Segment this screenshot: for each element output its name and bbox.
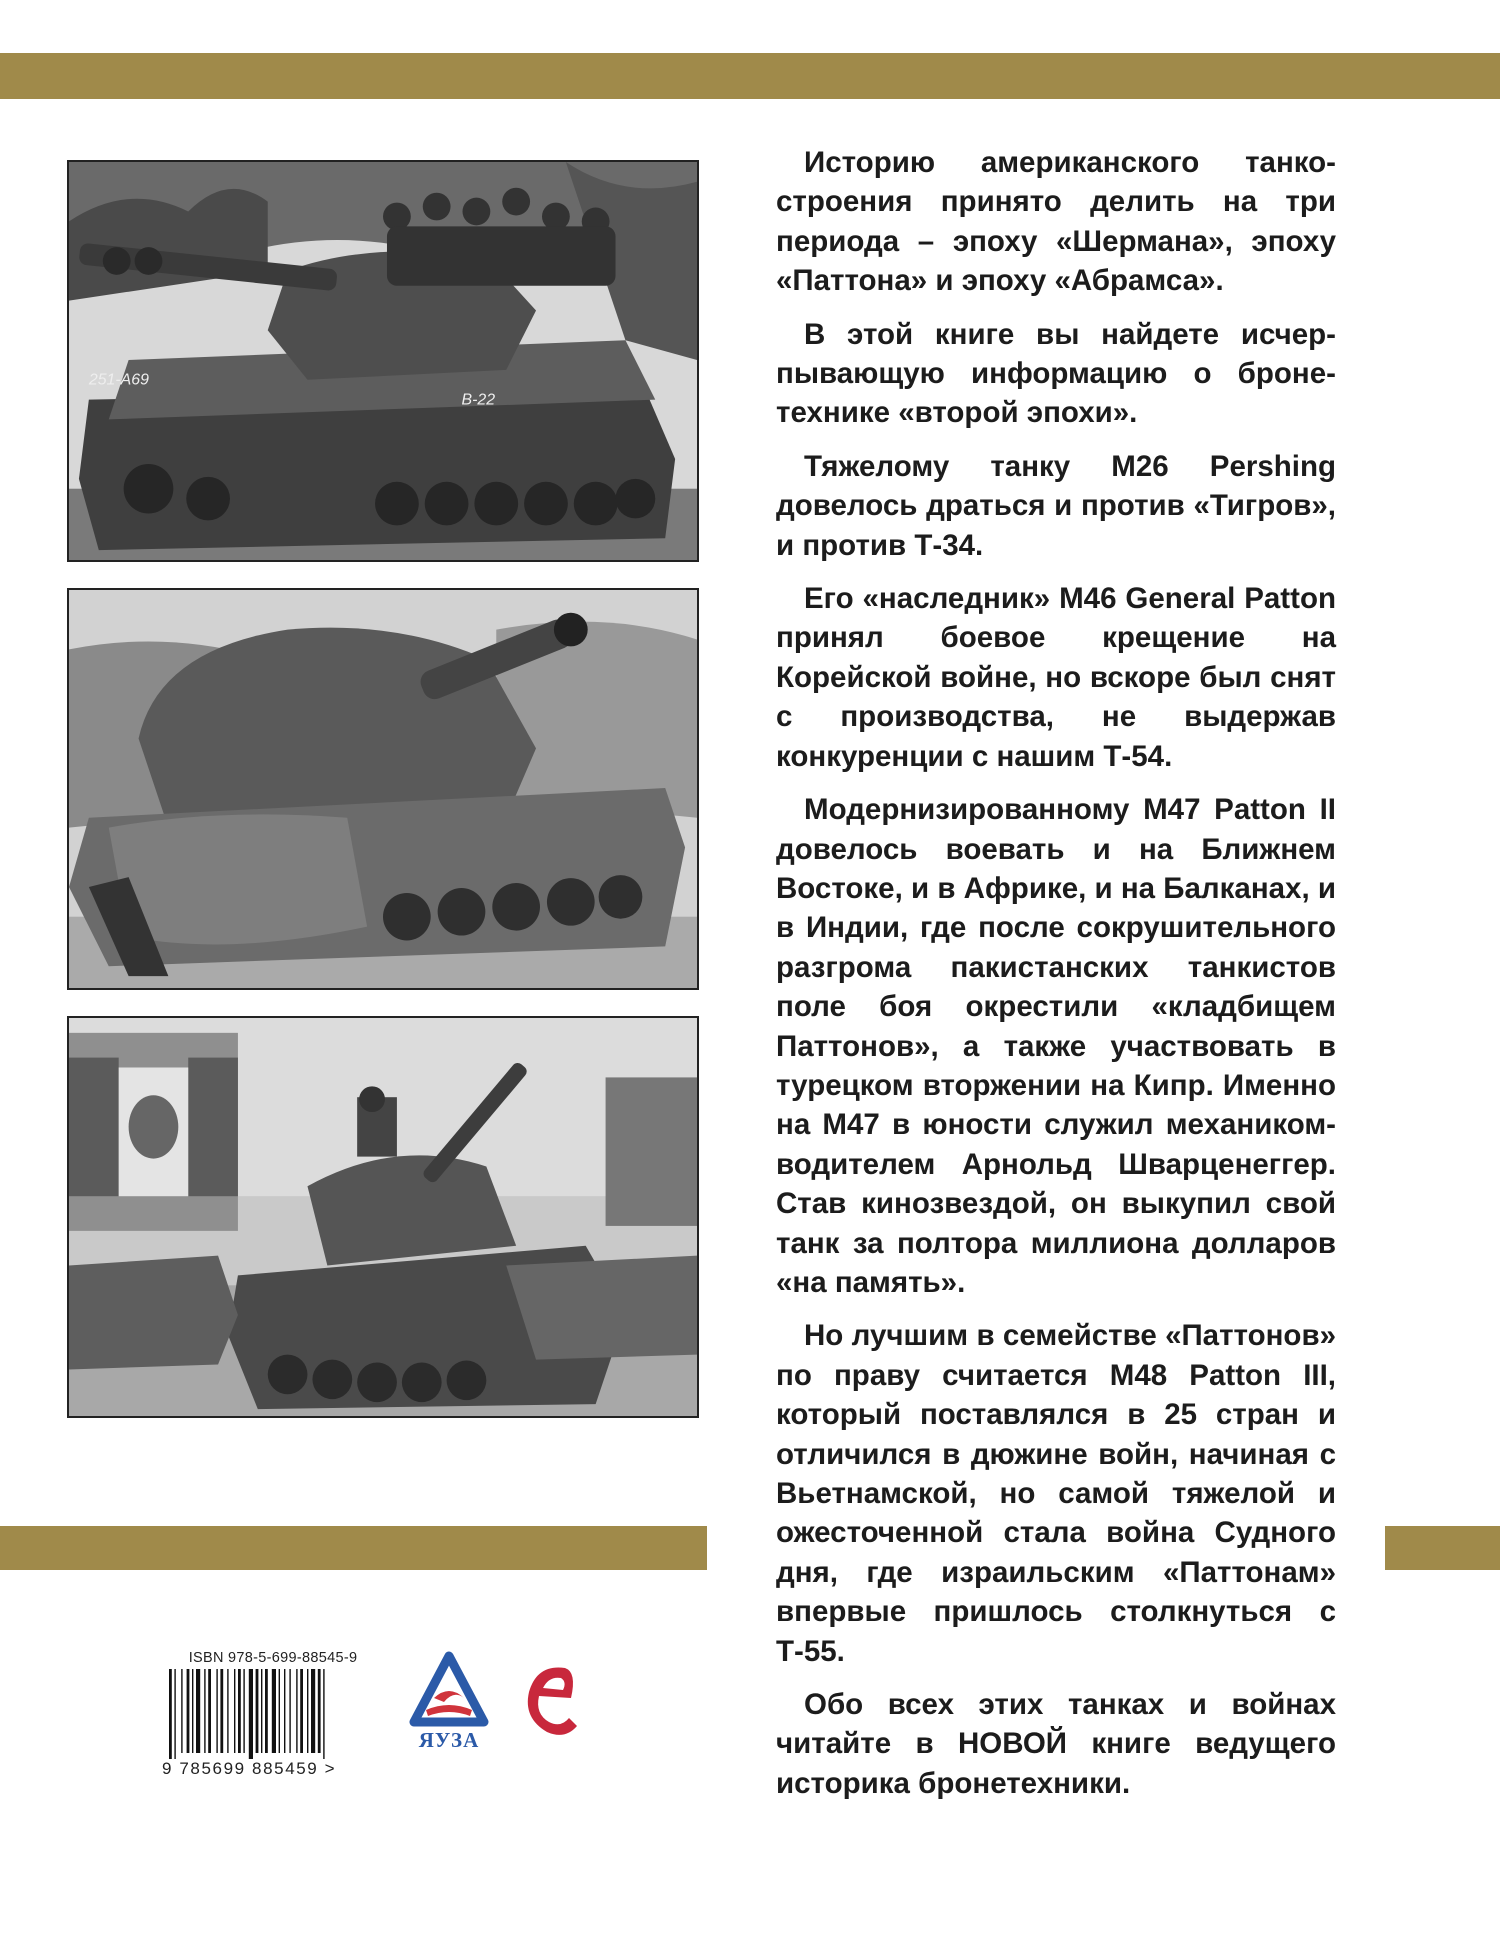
back-cover-text bbox=[776, 143, 1336, 1817]
barcode-bar bbox=[243, 1669, 244, 1753]
barcode-bar bbox=[249, 1669, 253, 1759]
barcode-bar bbox=[238, 1669, 241, 1753]
paragraph-7: Обо всех этих танках и войнах читайте в НОВОЙ книге ведущего историка бронетехники. bbox=[776, 1688, 1336, 1800]
bottom-left-gold-band bbox=[0, 1526, 707, 1570]
barcode-bar bbox=[296, 1669, 297, 1753]
top-gold-band bbox=[0, 53, 1500, 99]
tank-photo-3-image bbox=[69, 1018, 697, 1416]
barcode-bar bbox=[204, 1669, 205, 1753]
barcode-bar bbox=[234, 1669, 235, 1753]
paragraph-5: Модернизированному М47 Patton II довелось воевать и на Ближнем Востоке, и в Африке, и на Балканах, и в Индии, где после сокрушительного разгрома пакистанских танкистов поле боя окрестили «кладбищем Паттонов», а также участвовать в турецком вторжении на Кипр. Именно на М47 в юности служил механиком-водителем Арнольд Шварценеггер. Став кинозвездой, он выкупил свой танк за полтора миллиона долларов «на память». bbox=[776, 793, 1336, 1299]
barcode-bar bbox=[318, 1669, 321, 1753]
turret-mark-text: 251-A69 bbox=[88, 371, 149, 389]
barcode-bar bbox=[220, 1669, 223, 1753]
paragraph-1: Историю американского танкостроения принято делить на три периода – эпоху «Шермана», эпоху «Паттона» и эпоху «Абрамса». bbox=[776, 146, 1336, 298]
barcode-bar bbox=[256, 1669, 259, 1753]
paragraph-6: Но лучшим в семействе «Паттонов» по праву считается М48 Patton III, который поставлялся в 25 стран и отличился в дюжине войн, начиная с Вьетнамской, но самой тяжелой и ожесточенной стала война Судного дня, где израильским «Паттонам» впервые пришлось столкнуться с Т-55. bbox=[776, 1319, 1336, 1668]
barcode-digits: 9 785699 885459 > bbox=[162, 1759, 337, 1778]
barcode-bar bbox=[187, 1669, 190, 1753]
barcode-bar bbox=[279, 1669, 280, 1753]
barcode bbox=[165, 1669, 381, 1759]
barcode-bar bbox=[261, 1669, 262, 1753]
tank-photo-2-image bbox=[69, 590, 697, 988]
barcode-bar bbox=[208, 1669, 211, 1753]
barcode-bar bbox=[181, 1669, 182, 1753]
barcode-bar bbox=[265, 1669, 268, 1753]
tank-photo-1 bbox=[67, 160, 699, 562]
barcode-bar bbox=[284, 1669, 285, 1753]
barcode-bar bbox=[196, 1669, 200, 1753]
isbn-block bbox=[162, 1650, 384, 1779]
paragraph-4: Его «наследник» М46 General Patton принял боевое крещение на Корейской войне, но вскоре был снят с производства, не выдержав конкуренции с нашим Т-54. bbox=[776, 582, 1336, 773]
yauza-logo bbox=[404, 1650, 494, 1754]
tank-photo-3 bbox=[67, 1016, 699, 1418]
hull-mark-text: B-22 bbox=[461, 391, 496, 409]
barcode-bar bbox=[192, 1669, 193, 1753]
paragraph-2: В этой книге вы найдете исчерпывающую информацию о бронетехнике «второй эпохи». bbox=[776, 317, 1336, 430]
eksmo-logo bbox=[517, 1654, 587, 1744]
eksmo-logo-icon bbox=[517, 1654, 587, 1744]
barcode-bar bbox=[311, 1669, 315, 1753]
barcode-bar bbox=[216, 1669, 217, 1753]
bottom-right-gold-band bbox=[1385, 1526, 1500, 1570]
barcode-bar bbox=[289, 1669, 290, 1753]
isbn-label: ISBN 978-5-699-88545-9 bbox=[188, 1650, 358, 1666]
yauza-label: ЯУЗА bbox=[418, 1728, 480, 1752]
barcode-bar bbox=[169, 1669, 172, 1759]
tank-photo-2 bbox=[67, 588, 699, 990]
barcode-bar bbox=[227, 1669, 228, 1753]
barcode-bar bbox=[307, 1669, 308, 1753]
barcode-bar bbox=[323, 1669, 324, 1759]
barcode-bar bbox=[272, 1669, 276, 1753]
paragraph-3: Тяжелому танку М26 Pershing довелось драться и против «Тигров», и против Т-34. bbox=[776, 449, 1336, 562]
yauza-sail-logo bbox=[404, 1650, 494, 1730]
tank-photo-1-image bbox=[69, 162, 697, 560]
barcode-bar bbox=[300, 1669, 303, 1753]
barcode-bar bbox=[174, 1669, 175, 1759]
